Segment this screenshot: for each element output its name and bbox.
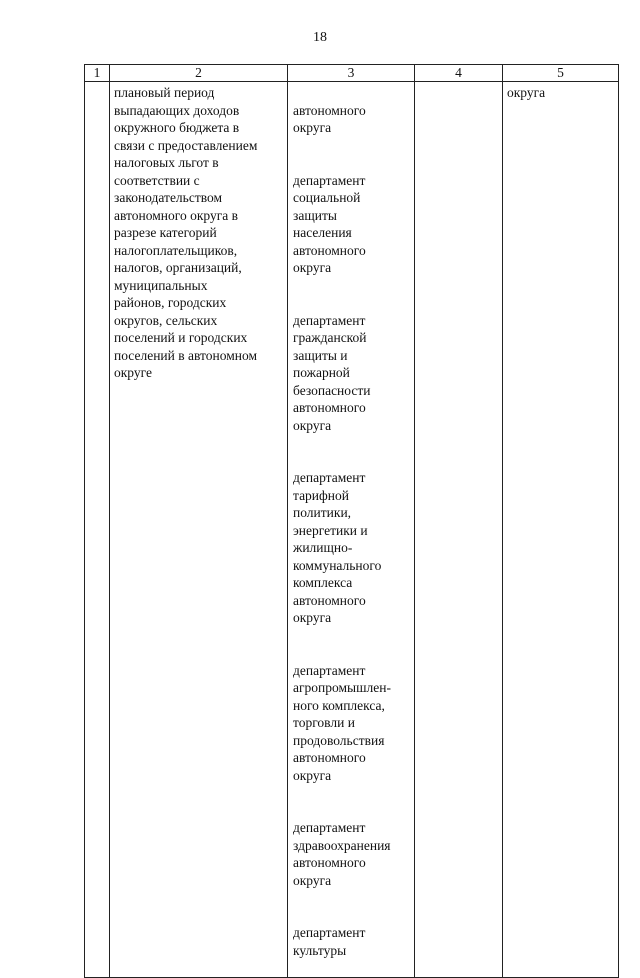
cell-col4: [415, 82, 503, 978]
dept-block-7: департамент культуры: [293, 925, 366, 958]
dept-block-2: департамент социальной защиты населения автономного округа: [293, 172, 366, 275]
dept-block-4: департамент тарифной политики, энергетики и жилищно- коммунального комплекса автономного округа: [293, 470, 382, 625]
column-header-2: 2: [110, 65, 288, 82]
cell-col2: [110, 82, 288, 978]
cell-col5: [503, 82, 619, 978]
cell-col2-text: плановый период выпадающих доходов окружного бюджета в связи с предоставлением налоговых льгот в соответствии с законодательством автономного округа в разрезе категорий налогоплательщиков, налогов, организаций, муниципальных районов, городских округов, сельских поселений и городских поселений в автономном округе: [114, 85, 258, 380]
column-header-1: 1: [85, 65, 110, 82]
dept-block-5: департамент агропромышлен- ного комплекса, торговли и продовольствия автономного округа: [293, 662, 391, 783]
table-header-row: [85, 65, 619, 82]
column-header-4: 4: [415, 65, 503, 82]
page-number: 18: [313, 30, 327, 45]
document-table: [84, 64, 619, 978]
cell-col3: [288, 82, 415, 978]
cell-col1: [85, 82, 110, 978]
cell-col5-text: округа: [507, 85, 546, 100]
dept-block-6: департамент здравоохранения автономного округа: [293, 820, 391, 888]
table-row: [85, 82, 619, 978]
column-header-3: 3: [288, 65, 415, 82]
column-header-5: 5: [503, 65, 619, 82]
dept-block-1: автономного округа: [293, 102, 366, 135]
dept-block-3: департамент гражданской защиты и пожарной безопасности автономного округа: [293, 312, 371, 433]
